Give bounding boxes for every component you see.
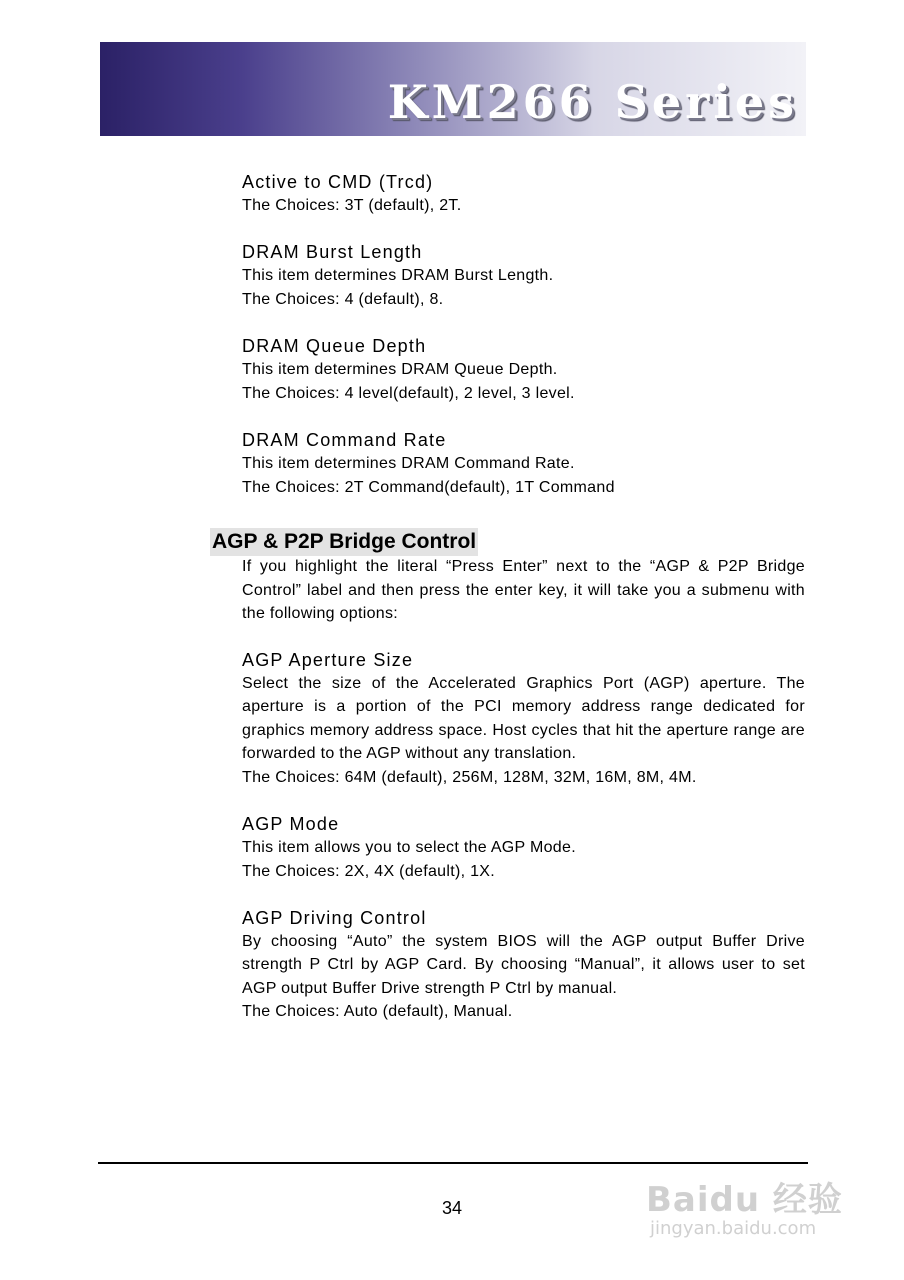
setting-item (242, 428, 805, 500)
item-title: AGP Driving Control (242, 907, 427, 928)
item-choices: The Choices: 2X, 4X (default), 1X. (242, 862, 495, 880)
item-title: DRAM Command Rate (242, 430, 447, 450)
setting-item (242, 334, 805, 406)
item-choices: The Choices: 64M (default), 256M, 128M, 32M, 16M, 8M, 4M. (242, 768, 697, 786)
page-number: 34 (441, 1198, 463, 1218)
item-line: The Choices: 3T (default), 2T. (242, 197, 462, 214)
item-title: AGP Mode (242, 813, 340, 834)
item-line: The Choices: 2T Command(default), 1T Command (242, 479, 615, 496)
item-title: DRAM Queue Depth (242, 336, 427, 356)
item-description: Select the size of the Accelerated Graphics Port (AGP) aperture. The aperture is a portion of the PCI memory address range dedicated for graphics memory address space. Host cycles that hit the aperture range are forwarded to the AGP without any translation. (242, 674, 805, 762)
item-line: This item determines DRAM Burst Length. (242, 267, 554, 284)
setting-item (242, 906, 805, 1025)
item-title: DRAM Burst Length (242, 242, 423, 262)
setting-item (242, 812, 805, 884)
setting-item (242, 648, 805, 790)
banner-title: KM266 Series (387, 75, 798, 129)
intro-text: If you highlight the literal “Press Enter” next to the “AGP & P2P Bridge Control” label and then press the enter key, it will take you a submenu with the following options: (242, 558, 805, 622)
item-line: This item determines DRAM Queue Depth. (242, 361, 558, 378)
section-body (242, 555, 805, 1046)
setting-item (242, 240, 805, 312)
item-line: This item determines DRAM Command Rate. (242, 455, 575, 472)
item-title: Active to CMD (Trcd) (242, 172, 434, 192)
watermark-logo: Baidu 经验 (646, 1180, 843, 1220)
watermark (640, 1142, 860, 1252)
item-line: The Choices: 4 level(default), 2 level, 3 level. (242, 385, 575, 402)
section-intro (242, 555, 805, 626)
top-items (242, 170, 805, 522)
item-title: AGP Aperture Size (242, 649, 414, 670)
header-banner (100, 42, 806, 136)
setting-item (242, 170, 805, 218)
watermark-url: jingyan.baidu.com (650, 1218, 817, 1239)
item-description: This item allows you to select the AGP Mode. (242, 838, 576, 856)
item-line: The Choices: 4 (default), 8. (242, 291, 444, 308)
section-heading: AGP & P2P Bridge Control (210, 528, 478, 556)
item-choices: The Choices: Auto (default), Manual. (242, 1003, 513, 1020)
item-description: By choosing “Auto” the system BIOS will the AGP output Buffer Drive strength P Ctrl by AGP Card. By choosing “Manual”, it allows user to set AGP output Buffer Drive strength P Ctrl by manual. (242, 932, 805, 997)
